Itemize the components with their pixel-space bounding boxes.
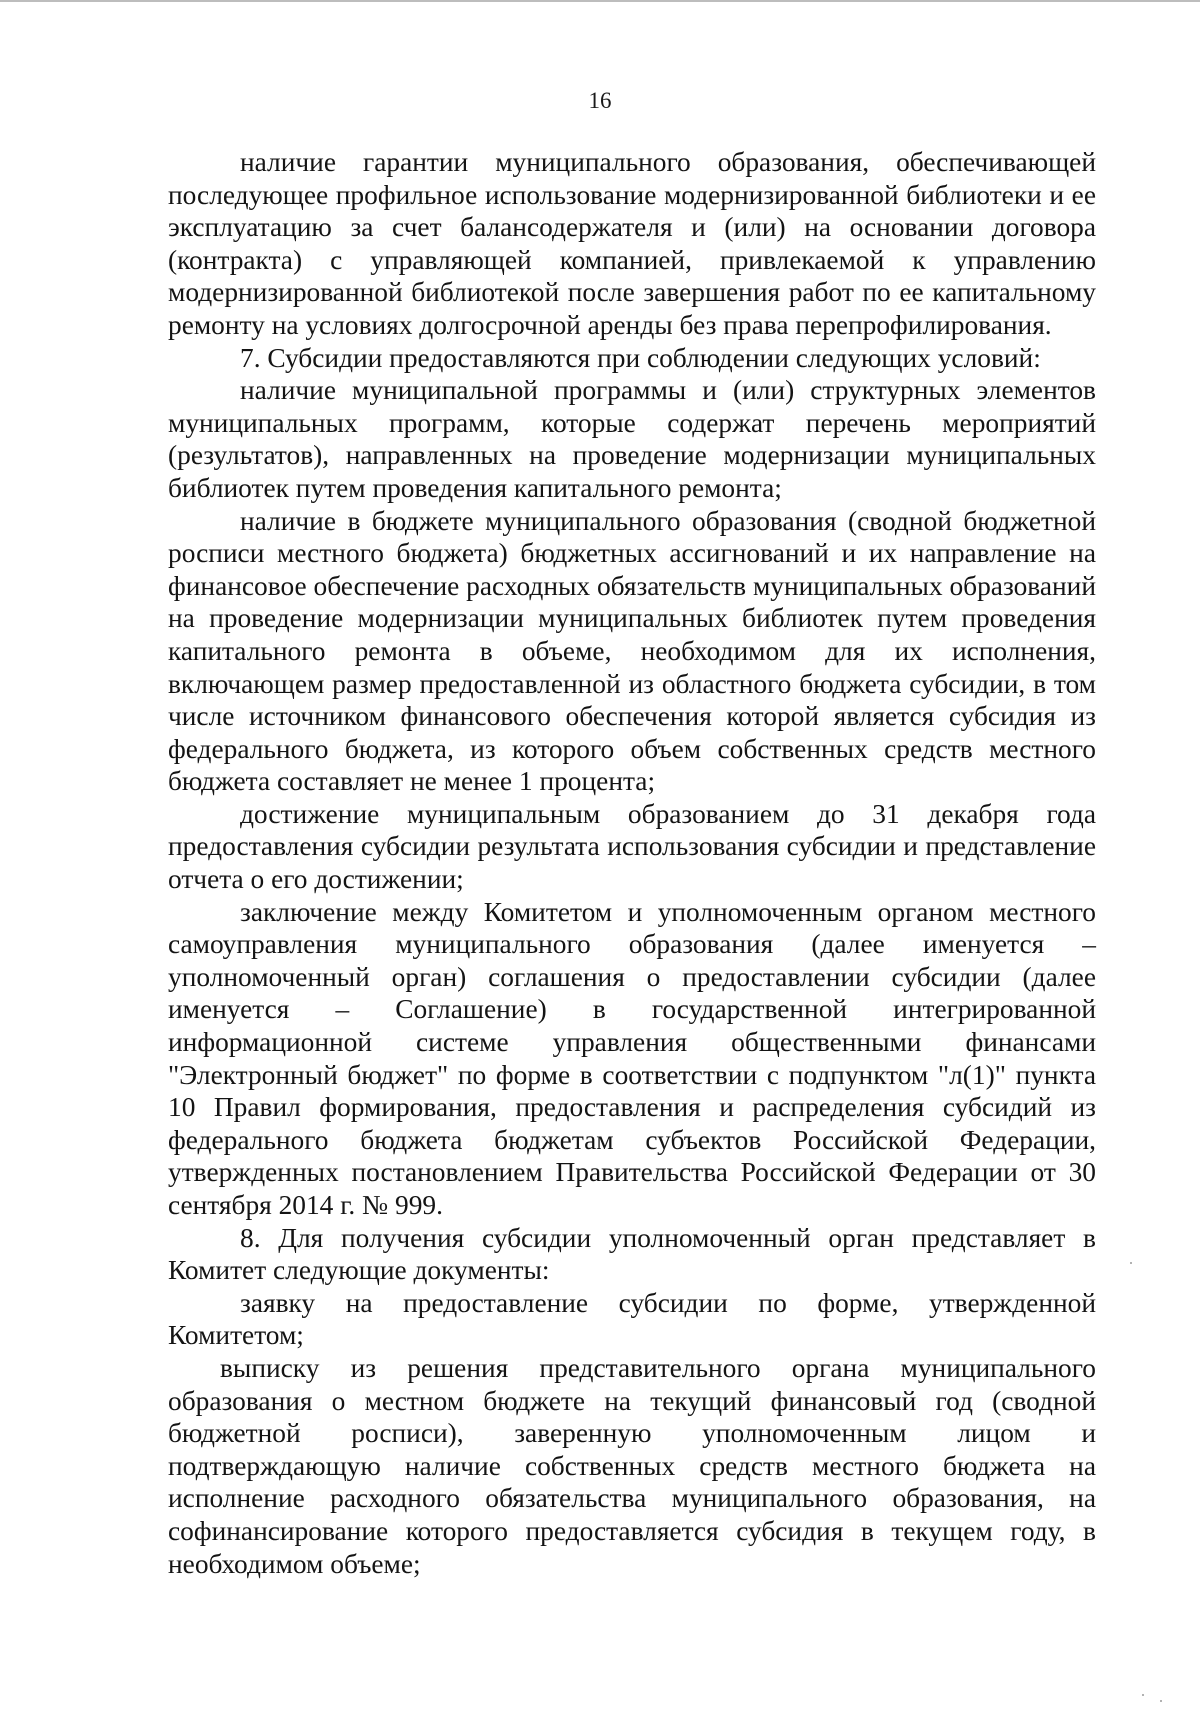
page-number: 16	[588, 88, 612, 113]
paragraph-budget-extract: выписку из решения представительного органа муниципального образования о местном бюджете на текущий финансовый год (сводной бюджетной росписи), заверенную уполномоченным лицом и подтверждающую наличие собственных средств местного бюджета на исполнение расходного обязательства муниципального образования, на софинансирование которого предоставляется субсидия в текущем году, в необходимом объеме;	[168, 1352, 1096, 1579]
paragraph-item-8: 8. Для получения субсидии уполномоченный орган представляет в Комитет следующие документы:	[168, 1222, 1096, 1286]
scan-speck	[1160, 1700, 1162, 1702]
paragraph-application: заявку на предоставление субсидии по форме, утвержденной Комитетом;	[168, 1287, 1096, 1351]
document-body	[168, 146, 1096, 1580]
scan-top-edge	[0, 0, 1200, 2]
scan-speck	[1142, 1694, 1144, 1696]
paragraph-agreement: заключение между Комитетом и уполномоченным органом местного самоуправления муниципального образования (далее именуется – уполномоченный орган) соглашения о предоставлении субсидии (далее именуется – Соглашение) в государственной интегрированной информационной системе управления общественными финансами "Электронный бюджет" по форме в соответствии с подпунктом "л(1)" пункта 10 Правил формирования, предоставления и распределения субсидий из федерального бюджета бюджетам субъектов Российской Федерации, утвержденных постановлением Правительства Российской Федерации от 30 сентября 2014 г. № 999.	[168, 896, 1096, 1220]
paragraph-budget-allocations: наличие в бюджете муниципального образования (сводной бюджетной росписи местного бюджета) бюджетных ассигнований и их направление на финансовое обеспечение расходных обязательств муниципальных образований на проведение модернизации муниципальных библиотек путем проведения капитального ремонта в объеме, необходимом для их исполнения, включающем размер предоставленной из областного бюджета субсидии, в том числе источником финансового обеспечения которой является субсидия из федерального бюджета, из которого объем собственных средств местного бюджета составляет не менее 1 процента;	[168, 505, 1096, 797]
paragraph-guarantee: наличие гарантии муниципального образования, обеспечивающей последующее профильное использование модернизированной библиотеки и ее эксплуатацию за счет балансодержателя и (или) на основании договора (контракта) с управляющей компанией, привлекаемой к управлению модернизированной библиотекой после завершения работ по ее капитальному ремонту на условиях долгосрочной аренды без права перепрофилирования.	[168, 147, 1096, 340]
paragraph-item-7: 7. Субсидии предоставляются при соблюдении следующих условий:	[240, 342, 1041, 373]
paragraph-result-achievement: достижение муниципальным образованием до 31 декабря года предоставления субсидии результата использования субсидии и представление отчета о его достижении;	[168, 798, 1096, 895]
scan-speck	[1130, 1262, 1132, 1264]
paragraph-municipal-program: наличие муниципальной программы и (или) структурных элементов муниципальных программ, которые содержат перечень мероприятий (результатов), направленных на проведение модернизации муниципальных библиотек путем проведения капитального ремонта;	[168, 375, 1096, 503]
